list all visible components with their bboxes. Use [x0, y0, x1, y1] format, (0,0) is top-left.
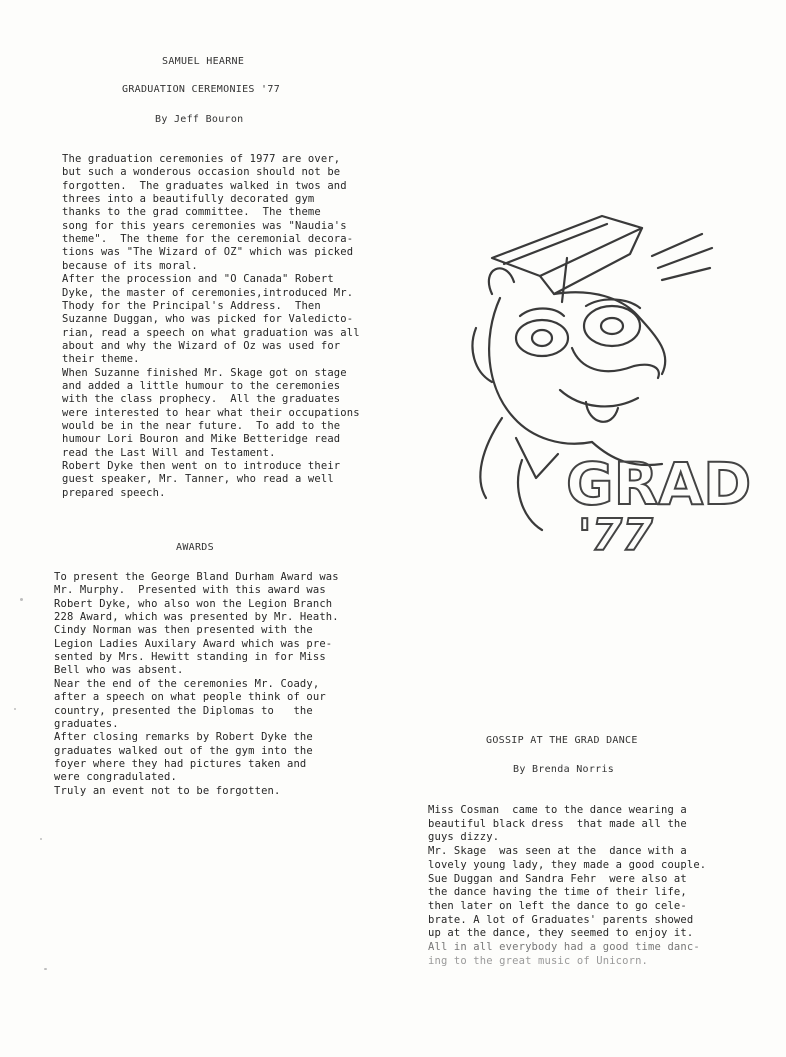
article-line: Robert Dyke then went on to introduce their	[62, 460, 341, 473]
gossip-line: lovely young lady, they made a good couple.	[428, 858, 707, 871]
article-line: with the class prophecy. All the graduates	[62, 393, 341, 406]
awards-line: Near the end of the ceremonies Mr. Coady,	[54, 677, 320, 690]
gossip-line: ing to the great music of Unicorn.	[428, 954, 649, 967]
article-line: read the Last Will and Testament.	[62, 446, 276, 459]
scan-speck	[14, 708, 16, 710]
grad-caption: GRAD	[566, 450, 752, 518]
article-line: The graduation ceremonies of 1977 are over,	[62, 153, 341, 165]
awards-line: after a speech on what people think of our	[54, 691, 326, 704]
gossip-line: the dance having the time of their life,	[428, 886, 687, 899]
article-line: When Suzanne finished Mr. Skage got on stage	[62, 366, 347, 379]
article-line: and added a little humour to the ceremonies	[62, 379, 341, 392]
year-caption: '77	[578, 510, 653, 561]
awards-line: Legion Ladies Auxilary Award which was pre-	[54, 637, 333, 650]
article-line: but such a wonderous occasion should not be	[62, 166, 341, 179]
article-line: Dyke, the master of ceremonies,introduced Mr.	[62, 286, 354, 299]
awards-line: graduates walked out of the gym into the	[54, 744, 313, 757]
article-line: their theme.	[62, 353, 140, 366]
gossip-line: beautiful black dress that made all the	[428, 817, 687, 830]
article-line: song for this years ceremonies was "Naudia's	[62, 219, 347, 232]
article-line: Suzanne Duggan, who was picked for Valedicto-	[62, 313, 354, 326]
awards-line: 228 Award, which was presented by Mr. Heath.	[54, 611, 339, 624]
gossip-line: brate. A lot of Graduates' parents showed	[428, 913, 694, 926]
awards-line: After closing remarks by Robert Dyke the	[54, 731, 313, 744]
article-title: GRADUATION CEREMONIES '77	[122, 84, 281, 95]
awards-line: Bell who was absent.	[54, 664, 184, 677]
gossip-line: up at the dance, they seemed to enjoy it.	[428, 927, 694, 940]
gossip-line: then later on left the dance to go cele-	[428, 899, 687, 912]
awards-line: Truly an event not to be forgotten.	[54, 784, 281, 797]
article-line: would be in the near future. To add to the	[62, 420, 341, 432]
article-line: Thody for the Principal's Address. Then	[62, 299, 321, 312]
awards-line: country, presented the Diplomas to the	[54, 704, 313, 717]
gossip-byline: By Brenda Norris	[513, 764, 615, 775]
article-line: were interested to hear what their occupations	[62, 406, 360, 419]
article-line: After the procession and "O Canada" Robert	[62, 273, 334, 286]
gossip-heading: GOSSIP AT THE GRAD DANCE	[486, 735, 638, 746]
gossip-line: All in all everybody had a good time danc-	[428, 941, 700, 953]
grad-cartoon-illustration	[462, 198, 752, 561]
article-line: tions was "The Wizard of OZ" which was picked	[62, 246, 354, 259]
awards-line: Cindy Norman was then presented with the	[54, 624, 313, 637]
article-line: thanks to the grad committee. The theme	[62, 206, 321, 219]
article-line: humour Lori Bouron and Mike Betteridge read	[62, 433, 341, 446]
gossip-line: Sue Duggan and Sandra Fehr were also at	[428, 872, 687, 885]
awards-heading: AWARDS	[176, 542, 214, 553]
article-line: about and why the Wizard of Oz was used for	[62, 339, 341, 352]
gossip-line: Mr. Skage was seen at the dance with a	[428, 845, 687, 858]
article-line: forgotten. The graduates walked in twos and	[62, 179, 347, 192]
gossip-line: guys dizzy.	[428, 831, 500, 844]
article-line: rian, read a speech on what graduation was all	[62, 326, 360, 339]
school-name: SAMUEL HEARNE	[162, 56, 245, 67]
awards-line: graduates.	[54, 717, 119, 730]
scan-speck	[40, 838, 42, 840]
article-byline: By Jeff Bouron	[155, 114, 244, 125]
awards-line: foyer where they had pictures taken and	[54, 757, 307, 770]
gossip-line: Miss Cosman came to the dance wearing a	[428, 804, 687, 816]
awards-line: Robert Dyke, who also won the Legion Branch	[54, 597, 333, 610]
article-line: prepared speech.	[62, 486, 166, 499]
article-line: theme". The theme for the ceremonial decora-	[62, 233, 354, 246]
article-line: because of its moral.	[62, 259, 198, 272]
awards-line: Mr. Murphy. Presented with this award was	[54, 584, 326, 597]
awards-line: were congradulated.	[54, 771, 177, 784]
awards-line: To present the George Bland Durham Award was	[54, 571, 339, 583]
scan-speck	[20, 598, 23, 601]
article-line: threes into a beautifully decorated gym	[62, 193, 315, 206]
article-line: guest speaker, Mr. Tanner, who read a well	[62, 473, 334, 486]
scan-speck	[44, 968, 47, 970]
awards-line: sented by Mrs. Hewitt standing in for Miss	[54, 651, 326, 664]
